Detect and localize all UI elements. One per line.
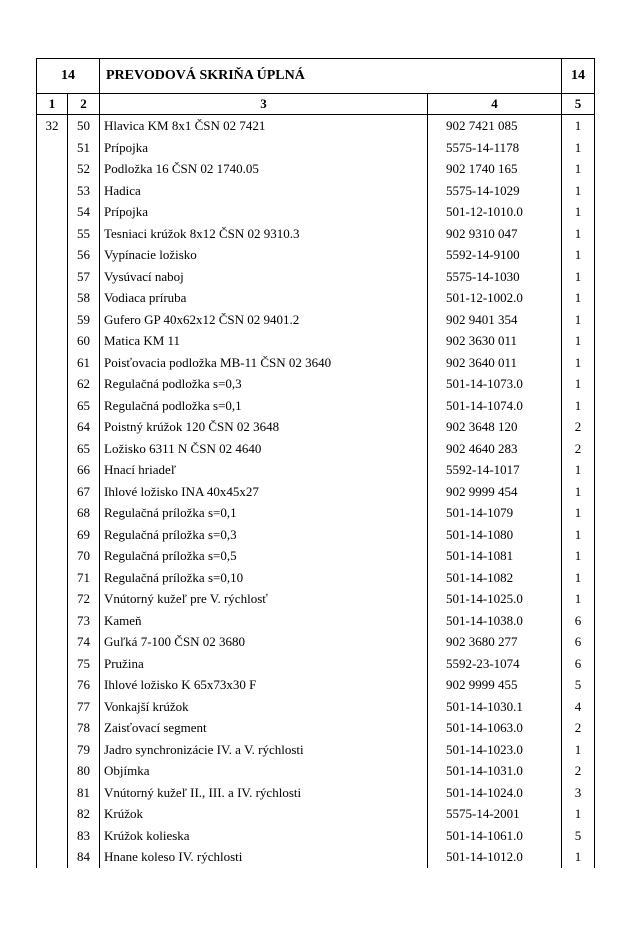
part-name-cell: Poistný krúžok 120 ČSN 02 3648 [100, 416, 428, 438]
position-number-cell: 50 [68, 115, 100, 137]
quantity-cell: 1 [562, 137, 595, 159]
part-code-cell: 902 3630 011 [428, 330, 562, 352]
position-number-cell: 80 [68, 760, 100, 782]
quantity-cell: 1 [562, 158, 595, 180]
position-number-cell: 84 [68, 846, 100, 868]
table-row [37, 588, 595, 610]
position-number-cell: 60 [68, 330, 100, 352]
part-name-cell: Vnútorný kužeľ pre V. rýchlosť [100, 588, 428, 610]
parts-list-sheet [36, 58, 594, 868]
part-code-cell: 501-14-1082 [428, 567, 562, 589]
quantity-cell: 1 [562, 545, 595, 567]
part-code-cell: 902 4640 283 [428, 438, 562, 460]
table-row [37, 158, 595, 180]
table-row [37, 438, 595, 460]
position-number-cell: 81 [68, 782, 100, 804]
figure-number-cell [37, 481, 68, 503]
table-row [37, 416, 595, 438]
table-row [37, 567, 595, 589]
position-number-cell: 75 [68, 653, 100, 675]
column-number: 5 [562, 94, 595, 115]
position-number-cell: 65 [68, 395, 100, 417]
part-name-cell: Pružina [100, 653, 428, 675]
part-code-cell: 501-12-1010.0 [428, 201, 562, 223]
position-number-cell: 69 [68, 524, 100, 546]
part-name-cell: Poisťovacia podložka MB-11 ČSN 02 3640 [100, 352, 428, 374]
quantity-cell: 6 [562, 631, 595, 653]
figure-number-cell [37, 416, 68, 438]
part-code-cell: 5575-14-2001 [428, 803, 562, 825]
part-code-cell: 501-14-1023.0 [428, 739, 562, 761]
part-code-cell: 501-14-1030.1 [428, 696, 562, 718]
table-row [37, 137, 595, 159]
figure-number-cell [37, 137, 68, 159]
quantity-cell: 1 [562, 330, 595, 352]
quantity-cell: 1 [562, 588, 595, 610]
position-number-cell: 62 [68, 373, 100, 395]
quantity-cell: 4 [562, 696, 595, 718]
part-code-cell: 501-14-1063.0 [428, 717, 562, 739]
table-row [37, 481, 595, 503]
table-row [37, 309, 595, 331]
part-code-cell: 501-14-1079 [428, 502, 562, 524]
part-code-cell: 501-14-1025.0 [428, 588, 562, 610]
part-code-cell: 501-12-1002.0 [428, 287, 562, 309]
position-number-cell: 77 [68, 696, 100, 718]
table-row [37, 266, 595, 288]
part-name-cell: Ihlové ložisko K 65x73x30 F [100, 674, 428, 696]
table-row [37, 760, 595, 782]
quantity-cell: 2 [562, 717, 595, 739]
figure-number-cell [37, 223, 68, 245]
figure-number-cell [37, 266, 68, 288]
part-name-cell: Regulačná príložka s=0,1 [100, 502, 428, 524]
column-number: 4 [428, 94, 562, 115]
header-row [37, 59, 595, 94]
quantity-cell: 1 [562, 266, 595, 288]
part-code-cell: 5575-14-1029 [428, 180, 562, 202]
part-name-cell: Regulačná príložka s=0,5 [100, 545, 428, 567]
figure-number-cell [37, 825, 68, 847]
part-code-cell: 501-14-1061.0 [428, 825, 562, 847]
part-name-cell: Zaisťovací segment [100, 717, 428, 739]
part-name-cell: Regulačná príložka s=0,3 [100, 524, 428, 546]
part-name-cell: Kameň [100, 610, 428, 632]
table-row [37, 803, 595, 825]
figure-number-cell [37, 180, 68, 202]
part-name-cell: Objímka [100, 760, 428, 782]
position-number-cell: 53 [68, 180, 100, 202]
table-row [37, 717, 595, 739]
part-code-cell: 902 7421 085 [428, 115, 562, 137]
parts-table [36, 58, 595, 868]
quantity-cell: 2 [562, 438, 595, 460]
part-name-cell: Vonkajší krúžok [100, 696, 428, 718]
position-number-cell: 61 [68, 352, 100, 374]
position-number-cell: 65 [68, 438, 100, 460]
figure-number-cell [37, 244, 68, 266]
table-row [37, 244, 595, 266]
part-code-cell: 5575-14-1030 [428, 266, 562, 288]
quantity-cell: 1 [562, 352, 595, 374]
table-row [37, 825, 595, 847]
part-code-cell: 902 9310 047 [428, 223, 562, 245]
part-code-cell: 5592-14-9100 [428, 244, 562, 266]
part-name-cell: Matica KM 11 [100, 330, 428, 352]
figure-number-cell [37, 545, 68, 567]
part-code-cell: 501-14-1024.0 [428, 782, 562, 804]
position-number-cell: 68 [68, 502, 100, 524]
part-code-cell: 501-14-1074.0 [428, 395, 562, 417]
position-number-cell: 74 [68, 631, 100, 653]
figure-number-cell [37, 201, 68, 223]
figure-number-cell [37, 438, 68, 460]
figure-number-cell [37, 158, 68, 180]
column-number: 2 [68, 94, 100, 115]
figure-number-cell [37, 739, 68, 761]
quantity-cell: 1 [562, 567, 595, 589]
part-name-cell: Prípojka [100, 201, 428, 223]
quantity-cell: 1 [562, 524, 595, 546]
group-number: 14 [37, 59, 100, 94]
figure-number-cell [37, 588, 68, 610]
quantity-cell: 1 [562, 201, 595, 223]
part-name-cell: Hnací hriadeľ [100, 459, 428, 481]
part-name-cell: Vysúvací naboj [100, 266, 428, 288]
part-name-cell: Krúžok kolieska [100, 825, 428, 847]
table-row [37, 545, 595, 567]
table-row [37, 287, 595, 309]
quantity-cell: 1 [562, 803, 595, 825]
position-number-cell: 72 [68, 588, 100, 610]
quantity-cell: 1 [562, 739, 595, 761]
quantity-cell: 1 [562, 502, 595, 524]
figure-number-cell [37, 782, 68, 804]
quantity-cell: 5 [562, 674, 595, 696]
part-name-cell: Vodiaca príruba [100, 287, 428, 309]
quantity-cell: 5 [562, 825, 595, 847]
part-code-cell: 5592-14-1017 [428, 459, 562, 481]
table-row [37, 653, 595, 675]
figure-number-cell [37, 309, 68, 331]
figure-number-cell [37, 631, 68, 653]
table-row [37, 223, 595, 245]
part-code-cell: 501-14-1038.0 [428, 610, 562, 632]
position-number-cell: 57 [68, 266, 100, 288]
quantity-cell: 1 [562, 223, 595, 245]
part-name-cell: Tesniaci krúžok 8x12 ČSN 02 9310.3 [100, 223, 428, 245]
quantity-cell: 2 [562, 416, 595, 438]
part-code-cell: 501-14-1073.0 [428, 373, 562, 395]
part-name-cell: Ihlové ložisko INA 40x45x27 [100, 481, 428, 503]
column-number-row [37, 94, 595, 115]
part-name-cell: Jadro synchronizácie IV. a V. rýchlosti [100, 739, 428, 761]
table-row [37, 524, 595, 546]
figure-number-cell [37, 717, 68, 739]
figure-number-cell [37, 287, 68, 309]
part-name-cell: Prípojka [100, 137, 428, 159]
position-number-cell: 71 [68, 567, 100, 589]
figure-number-cell [37, 459, 68, 481]
figure-number-cell [37, 567, 68, 589]
part-name-cell: Hadica [100, 180, 428, 202]
part-code-cell: 501-14-1080 [428, 524, 562, 546]
figure-number-cell: 32 [37, 115, 68, 137]
table-row [37, 631, 595, 653]
column-number: 3 [100, 94, 428, 115]
position-number-cell: 76 [68, 674, 100, 696]
figure-number-cell [37, 395, 68, 417]
part-code-cell: 501-14-1012.0 [428, 846, 562, 868]
table-row [37, 201, 595, 223]
position-number-cell: 66 [68, 459, 100, 481]
figure-number-cell [37, 653, 68, 675]
part-name-cell: Gufero GP 40x62x12 ČSN 02 9401.2 [100, 309, 428, 331]
part-name-cell: Regulačná podložka s=0,1 [100, 395, 428, 417]
table-row [37, 739, 595, 761]
figure-number-cell [37, 502, 68, 524]
table-row [37, 373, 595, 395]
table-row [37, 782, 595, 804]
part-code-cell: 902 3680 277 [428, 631, 562, 653]
position-number-cell: 79 [68, 739, 100, 761]
position-number-cell: 64 [68, 416, 100, 438]
part-code-cell: 501-14-1031.0 [428, 760, 562, 782]
part-code-cell: 902 9401 354 [428, 309, 562, 331]
figure-number-cell [37, 352, 68, 374]
position-number-cell: 56 [68, 244, 100, 266]
part-name-cell: Regulačná podložka s=0,3 [100, 373, 428, 395]
part-name-cell: Vypínacie ložisko [100, 244, 428, 266]
table-row [37, 115, 595, 137]
part-name-cell: Hlavica KM 8x1 ČSN 02 7421 [100, 115, 428, 137]
table-row [37, 846, 595, 868]
parts-table-body [37, 59, 595, 868]
position-number-cell: 70 [68, 545, 100, 567]
position-number-cell: 82 [68, 803, 100, 825]
figure-number-cell [37, 674, 68, 696]
position-number-cell: 51 [68, 137, 100, 159]
position-number-cell: 52 [68, 158, 100, 180]
position-number-cell: 58 [68, 287, 100, 309]
quantity-cell: 2 [562, 760, 595, 782]
part-code-cell: 5592-23-1074 [428, 653, 562, 675]
quantity-cell: 1 [562, 395, 595, 417]
part-code-cell: 501-14-1081 [428, 545, 562, 567]
part-code-cell: 902 3648 120 [428, 416, 562, 438]
part-code-cell: 5575-14-1178 [428, 137, 562, 159]
quantity-cell: 1 [562, 373, 595, 395]
part-name-cell: Vnútorný kužeľ II., III. a IV. rýchlosti [100, 782, 428, 804]
position-number-cell: 67 [68, 481, 100, 503]
column-number: 1 [37, 94, 68, 115]
quantity-cell: 1 [562, 244, 595, 266]
figure-number-cell [37, 330, 68, 352]
figure-number-cell [37, 373, 68, 395]
quantity-cell: 1 [562, 180, 595, 202]
figure-number-cell [37, 846, 68, 868]
page-number: 14 [562, 59, 595, 94]
assembly-title: PREVODOVÁ SKRIŇA ÚPLNÁ [100, 59, 562, 94]
position-number-cell: 78 [68, 717, 100, 739]
quantity-cell: 1 [562, 846, 595, 868]
part-name-cell: Ložisko 6311 N ČSN 02 4640 [100, 438, 428, 460]
figure-number-cell [37, 803, 68, 825]
part-code-cell: 902 1740 165 [428, 158, 562, 180]
figure-number-cell [37, 524, 68, 546]
quantity-cell: 3 [562, 782, 595, 804]
part-name-cell: Hnane koleso IV. rýchlosti [100, 846, 428, 868]
quantity-cell: 6 [562, 653, 595, 675]
quantity-cell: 1 [562, 481, 595, 503]
position-number-cell: 83 [68, 825, 100, 847]
part-name-cell: Podložka 16 ČSN 02 1740.05 [100, 158, 428, 180]
part-name-cell: Guľká 7-100 ČSN 02 3680 [100, 631, 428, 653]
table-row [37, 696, 595, 718]
position-number-cell: 59 [68, 309, 100, 331]
table-row [37, 502, 595, 524]
quantity-cell: 1 [562, 115, 595, 137]
table-row [37, 674, 595, 696]
quantity-cell: 1 [562, 309, 595, 331]
part-code-cell: 902 3640 011 [428, 352, 562, 374]
part-code-cell: 902 9999 455 [428, 674, 562, 696]
part-code-cell: 902 9999 454 [428, 481, 562, 503]
table-row [37, 459, 595, 481]
quantity-cell: 6 [562, 610, 595, 632]
figure-number-cell [37, 760, 68, 782]
position-number-cell: 55 [68, 223, 100, 245]
position-number-cell: 73 [68, 610, 100, 632]
table-row [37, 352, 595, 374]
part-name-cell: Krúžok [100, 803, 428, 825]
quantity-cell: 1 [562, 287, 595, 309]
table-row [37, 610, 595, 632]
table-row [37, 395, 595, 417]
part-name-cell: Regulačná príložka s=0,10 [100, 567, 428, 589]
figure-number-cell [37, 610, 68, 632]
position-number-cell: 54 [68, 201, 100, 223]
figure-number-cell [37, 696, 68, 718]
table-row [37, 180, 595, 202]
table-row [37, 330, 595, 352]
quantity-cell: 1 [562, 459, 595, 481]
